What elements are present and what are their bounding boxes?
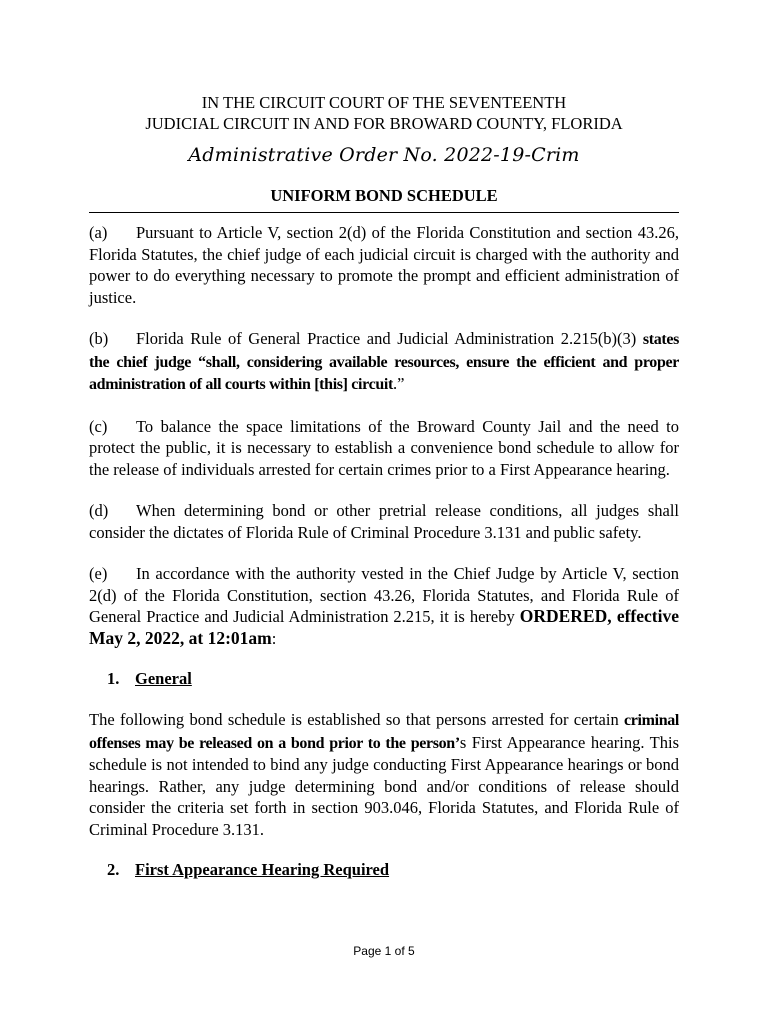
section-1-number: 1.	[107, 669, 120, 688]
paragraph-e	[89, 563, 679, 649]
paragraph-b-label: (b)	[89, 329, 109, 348]
section-1-text-3: s First Appearance hearing. This schedule is not intended to bind any judge conducting First Appearance hearings or bond hearings. Rather, any judge determining bond and/or conditions of release should consider the criteria set forth in section 903.046, Florida Statutes, and Florida Rule of Criminal Procedure 3.131.	[89, 732, 680, 839]
section-2-number: 2.	[107, 860, 120, 879]
title-divider	[89, 212, 679, 213]
paragraph-c	[89, 416, 679, 481]
paragraph-b-text-2: states the chief judge “shall, considering available resources, ensure the efficient and proper administration of all courts within [this] circuit	[89, 331, 679, 393]
paragraph-a	[89, 222, 679, 308]
paragraph-a-text: Pursuant to Article V, section 2(d) of the Florida Constitution and section 43.26, Florida Statutes, the chief judge of each judicial circuit is charged with the authority and power to do everything necessary to promote the prompt and efficient administration of justice.	[89, 223, 679, 307]
document-title: UNIFORM BOND SCHEDULE	[270, 186, 498, 205]
paragraph-d	[89, 500, 679, 543]
paragraph-d-text: When determining bond or other pretrial release conditions, all judges shall consider the dictates of Florida Rule of Criminal Procedure 3.131 and public safety.	[89, 501, 679, 542]
paragraph-d-label: (d)	[89, 501, 109, 520]
paragraph-b-text-1: Florida Rule of General Practice and Judicial Administration 2.215(b)(3)	[136, 329, 637, 348]
section-1-text-2: criminal offenses may be released on a bond prior to the person’	[89, 712, 680, 752]
section-2-title: First Appearance Hearing Required	[135, 860, 390, 879]
paragraph-e-label: (e)	[89, 564, 108, 583]
page-number-footer: Page 1 of 5	[353, 944, 415, 958]
paragraph-e-text: In accordance with the authority vested in the Chief Judge by Article V, section 2(d) of the Florida Constitution, section 43.26, Florida Statutes, and Florida Rule of General Practice and Judicial Administration 2.215, it is hereby	[89, 564, 679, 626]
section-1-title: General	[135, 669, 192, 688]
section-1-text-1: The following bond schedule is established so that persons arrested for certain	[89, 710, 619, 729]
court-header-line-1: IN THE CIRCUIT COURT OF THE SEVENTEENTH	[201, 93, 567, 112]
ordered-colon: :	[271, 628, 277, 648]
section-1-heading	[107, 669, 679, 689]
paragraph-a-label: (a)	[89, 223, 108, 242]
court-header-line-2: JUDICIAL CIRCUIT IN AND FOR BROWARD COUNTY, FLORIDA	[145, 114, 623, 133]
paragraph-b-text-3: .”	[392, 374, 405, 393]
paragraph-b	[89, 328, 679, 396]
section-1-body	[89, 709, 679, 840]
document-page	[89, 92, 679, 900]
section-2-heading	[107, 860, 679, 880]
order-number: Administrative Order No. 2022-19-Crim	[188, 144, 580, 166]
ordered-clause: ORDERED, effective May 2, 2022, at 12:01am	[89, 606, 680, 648]
paragraph-c-label: (c)	[89, 416, 108, 436]
paragraph-c-text: To balance the space limitations of the Broward County Jail and the need to protect the public, it is necessary to establish a convenience bond schedule to allow for the release of individuals arrested for certain crimes prior to a First Appearance hearing.	[89, 416, 679, 479]
